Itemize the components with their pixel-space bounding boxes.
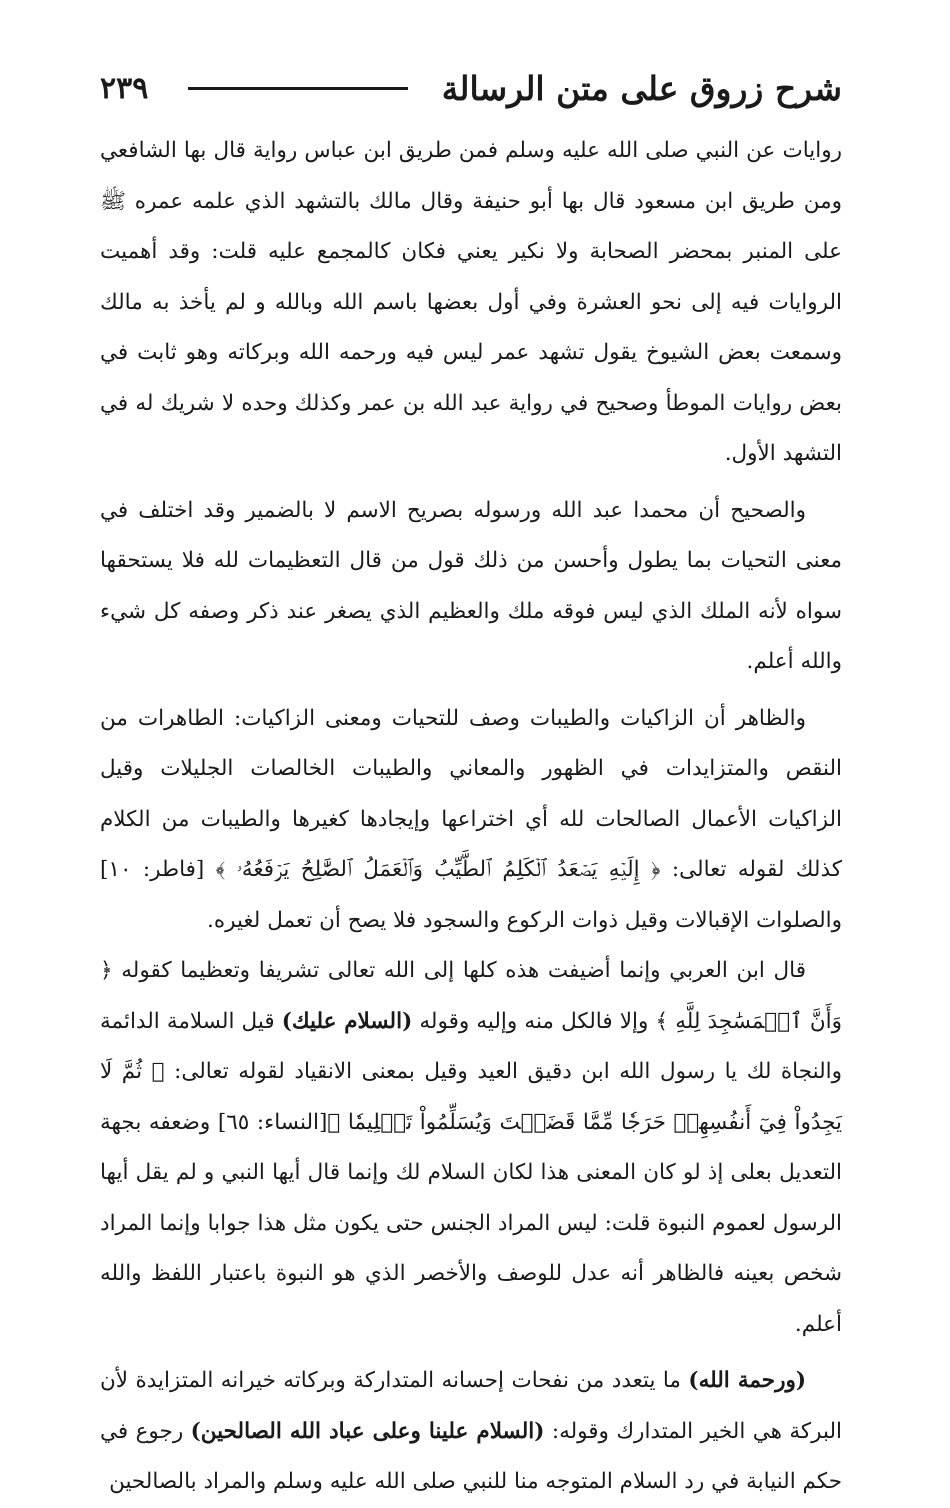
- running-title: شرح زروق على متن الرسالة: [441, 68, 842, 108]
- paragraph-text: قيل السلامة الدائمة والنجاة لك يا رسول الله ابن دقيق العيد وقيل بمعنى الانقياد لقوله تعالى: ﴿ ثُمَّ لَا يَجِدُواْ فِيٓ أَنفُسِهِمۡ حَرَجٗا مِّمَّا قَضَيۡتَ وَيُسَلِّمُواْ تَسۡلِيمٗا ﴾[النساء: ٦٥] وضعفه بجهة التعديل بعلى إذ لو كان المعنى هذا لكان السلام لك وإنما قال أيها النبي و لم يقل أيها الرسول لعموم النبوة قلت: ليس المراد الجنس حتى يكون مثل هذا جوابا وإنما المراد شخص بعينه فالظاهر أنه عدل للوصف والأخصر الذي هو النبوة باعتبار اللفظ والله أعلم.: [100, 1008, 842, 1337]
- paragraph-text: والصحيح أن محمدا عبد الله ورسوله بصريح الاسم لا بالضمير وقد اختلف في معنى التحيات بما يطول وأحسن من ذلك قول من قال التعظيمات لله فلا يستحقها سواه لأنه الملك الذي ليس فوقه ملك والعظيم الذي يصغر عند ذكر وصفه كل شيء والله أعلم.: [100, 497, 842, 674]
- page-number: ٢٣٩: [100, 70, 149, 106]
- paragraph-text: والظاهر أن الزاكيات والطيبات وصف للتحيات ومعنى الزاكيات: الطاهرات من النقص والمتزايدات في الظهور والمعاني والطيبات الخالصات الجليلات وقيل الزاكيات الأعمال الصالحات لله أي اختراعها وإيجادها كغيرها والطيبات من الكلام كذلك لقوله تعالى: ﴿ إِلَيۡهِ يَصۡعَدُ ٱلۡكَلِمُ ٱلطَّيِّبُ وَٱلۡعَمَلُ ٱلصَّٰلِحُ يَرۡفَعُهُۥ ﴾ [فاطر: ١٠] والصلوات الإقبالات وقيل ذوات الركوع والسجود فلا يصح أن تعمل لغيره.: [100, 705, 842, 933]
- paragraph-3: [100, 694, 842, 947]
- paragraph-1: [100, 126, 842, 480]
- bold-term: (السلام عليك): [281, 1008, 413, 1034]
- page-header: [100, 62, 842, 114]
- paragraph-text: رجوع في حكم النيابة في رد السلام المتوجه منا للنبي صلى الله عليه وسلم والمراد بالصالحين: [100, 1418, 842, 1494]
- header-rule: [188, 87, 407, 90]
- paragraph-text: قال ابن العربي وإنما أضيفت هذه كلها إلى الله تعالى تشريفا وتعظيما كقوله ﴿ وَأَنَّ ٱلۡمَسَٰجِدَ لِلَّهِ ﴾ وإلا فالكل منه وإليه وقوله: [100, 958, 842, 1034]
- paragraph-text: روايات عن النبي صلى الله عليه وسلم فمن طريق ابن عباس رواية قال بها الشافعي ومن طريق ابن مسعود قال بها أبو حنيفة وقال مالك بالتشهد الذي علمه عمره ﷺ على المنبر بمحضر الصحابة ولا نكير يعني فكان كالمجمع عليه قلت: وقد أهميت الروايات فيه إلى نحو العشرة وفي أول بعضها باسم الله وبالله و لم يأخذ به مالك وسمعت بعض الشيوخ يقول تشهد عمر ليس فيه ورحمه الله وبركاته وهو ثابت في بعض روايات الموطأ وصحيح في رواية عبد الله بن عمر وكذلك وحده لا شريك له في التشهد الأول.: [100, 138, 842, 466]
- paragraph-5: [100, 1356, 842, 1508]
- bold-term: (السلام علينا وعلى عباد الله الصالحين): [190, 1418, 545, 1444]
- page-body: [100, 126, 842, 1508]
- paragraph-2: [100, 486, 842, 688]
- paragraph-4: [100, 946, 842, 1350]
- bold-term: (ورحمة الله): [688, 1368, 807, 1393]
- paragraph-text: ما يتعدد من نفحات إحسانه المتداركة وبركاته خيرانه المتزايدة لأن البركة هي الخير المتدارك وقوله:: [100, 1368, 843, 1444]
